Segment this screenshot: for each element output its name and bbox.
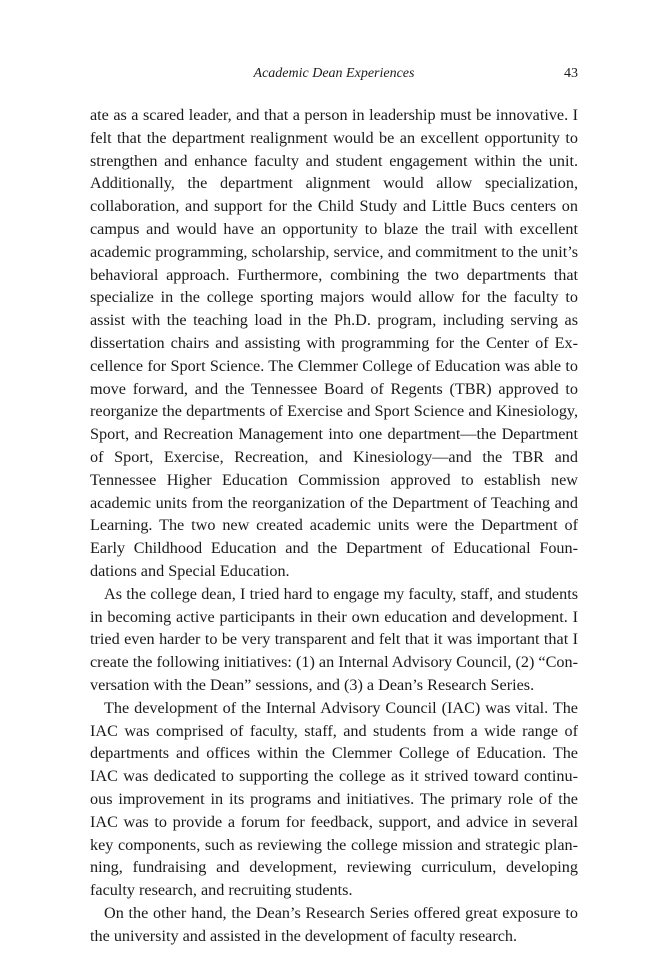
paragraph-research-series: On the other hand, the Dean’s Research Series offered great exposure to the university and assisted in the development of faculty research. <box>90 903 578 945</box>
paragraph-continued: ate as a scared leader, and that a person in leadership must be innovative. I felt that the department realignment would be an excellent opportunity to strengthen and enhance faculty and student engagement within the unit. Additionally, the department alignment would allow specialization, collaboration, and support for the Child Study and Little Bucs centers on campus and would have an opportunity to blaze the trail with excellent academic programming, scholarship, service, and commitment to the unit’s behavioral approach. Furthermore, combining the two departments that specialize in the college sporting majors would allow for the faculty to assist with the teaching load in the Ph.D. program, including serving as dissertation chairs and assisting with programming for the Center of Excellence for Sport Science. The Clemmer College of Education was able to move forward, and the Tennessee Board of Regents (TBR) approved to reorganize the departments of Exercise and Sport Science and Kinesiology, Sport, and Recreation Management into one department—the Department of Sport, Exercise, Recreation, and Kinesiology—and the TBR and Tennessee Higher Education Commission approved to establish new academic units from the reorganization of the Department of Teaching and Learning. The two new created academic units were the Department of Early Childhood Education and the Department of Educational Foundations and Special Education. <box>90 106 578 580</box>
page-number: 43 <box>564 66 578 81</box>
paragraph-dean-engagement: As the college dean, I tried hard to engage my faculty, staff, and students in becoming active participants in their own education and development. I tried even harder to be very transparent and felt that it was important that I create the following initiatives: (1) an Internal Advisory Council, (2) “Conversation with the Dean” sessions, and (3) a Dean’s Research Series. <box>90 584 578 694</box>
running-title: Academic Dean Experiences <box>253 66 415 81</box>
body-text <box>90 104 578 947</box>
paragraph-internal-advisory-council: The development of the Internal Advisory Council (IAC) was vital. The IAC was comprised of faculty, staff, and students from a wide range of departments and offices within the Clemmer College of Education. The IAC was dedicated to supporting the college as it strived toward continuous improvement in its programs and initiatives. The primary role of the IAC was to provide a forum for feedback, support, and advice in several key components, such as reviewing the college mission and strategic planning, fundraising and development, reviewing curriculum, developing faculty research, and recruiting students. <box>90 698 578 900</box>
running-header <box>90 66 578 86</box>
